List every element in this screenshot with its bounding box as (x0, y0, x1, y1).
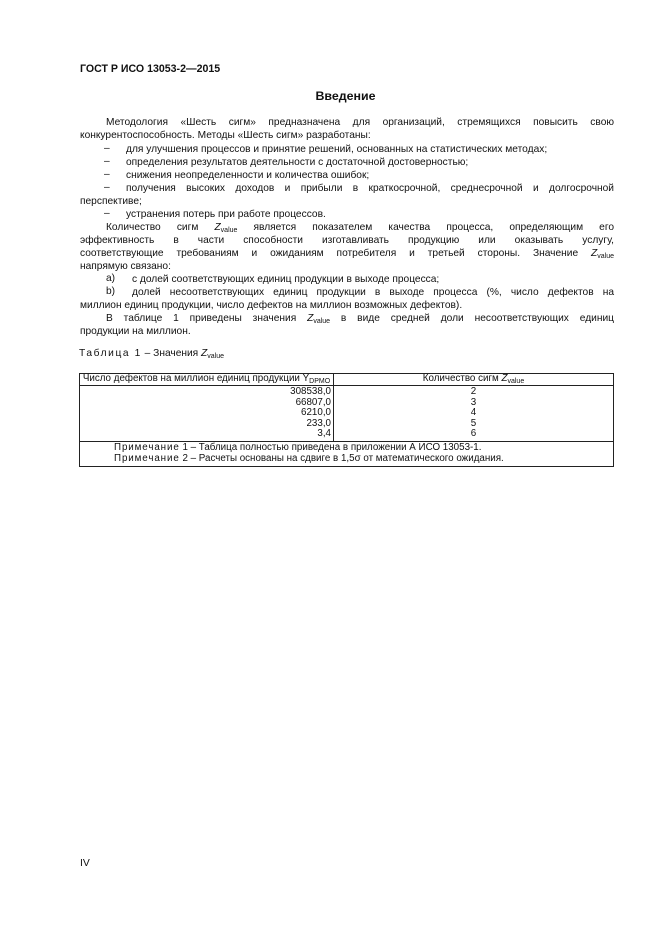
list-dash: – (104, 156, 110, 167)
item-a-mark: а) (106, 273, 116, 284)
intro-line-2: конкурентоспособность. Методы «Шесть сигм» разработаны: (80, 130, 371, 141)
list-item-1: для улучшения процессов и принятие решений, основанных на статистических методах; (126, 144, 548, 155)
sigma-cell: 2 (334, 386, 614, 398)
dpmo-cell: 308538,0 (80, 386, 334, 398)
dpmo-cell: 3,4 (80, 429, 334, 441)
list-dash: – (104, 143, 110, 154)
item-a-text: с долей соответствующих единиц продукции в выходе процесса; (132, 274, 440, 285)
sigma-paragraph-line-2: эффективность в части способности изготавливать продукцию или оказывать услугу, (80, 235, 614, 246)
table-row (80, 386, 614, 398)
list-item-3: снижения неопределенности и количества ошибок; (126, 170, 370, 181)
col-dpmo-header: Число дефектов на миллион единиц продукции $Y_{DPMO}$ (80, 374, 334, 386)
dpmo-cell: 233,0 (80, 419, 334, 430)
item-b-mark: b) (106, 286, 116, 297)
list-item-5: устранения потерь при работе процессов. (126, 209, 326, 220)
table-notes-row (80, 441, 614, 466)
sigma-cell: 3 (334, 398, 614, 409)
table-caption: Таблица 1 – Значения $Z_{value}$ (79, 348, 224, 360)
table-row (80, 408, 614, 419)
sigma-cell: 5 (334, 419, 614, 430)
list-item-4-cont: перспективе; (80, 196, 142, 207)
table-note-1: Примечание 1 – Таблица полностью приведена в приложении А ИСО 13053-1. (114, 441, 482, 453)
list-item-4: получения высоких доходов и прибыли в краткосрочной, среднесрочной и долгосрочной (126, 183, 614, 194)
page-number: IV (80, 858, 90, 869)
table-notes (80, 441, 614, 466)
table-note-2: Примечание 2 – Расчеты основаны на сдвиге в 1,5σ от математического ожидания. (114, 452, 504, 464)
intro-line-1: Методология «Шесть сигм» предназначена для организаций, стремящихся повысить свою (106, 117, 614, 128)
table-row (80, 419, 614, 430)
sigma-table (79, 373, 614, 467)
item-b-cont: миллион единиц продукции, число дефектов на миллион возможных дефектов). (80, 300, 463, 311)
table-ref-line-2: продукции на миллион. (80, 326, 191, 337)
list-dash: – (104, 208, 110, 219)
list-dash: – (104, 169, 110, 180)
list-item-2: определения результатов деятельности с достаточной достоверностью; (126, 157, 469, 168)
table-row (80, 429, 614, 441)
table-ref-line-1: В таблице 1 приведены значения $Z_{value}$ в виде средней доли несоответствующих единиц (106, 313, 614, 325)
standard-designation: ГОСТ Р ИСО 13053-2—2015 (80, 63, 221, 75)
table-row (80, 398, 614, 409)
item-b-text: долей несоответствующих единиц продукции в выходе процесса (%, число дефектов на (132, 287, 614, 298)
dpmo-cell: 6210,0 (80, 408, 334, 419)
sigma-cell: 6 (334, 429, 614, 441)
sigma-paragraph-line-4: напрямую связано: (80, 261, 171, 272)
dpmo-cell: 66807,0 (80, 398, 334, 409)
sigma-paragraph-line-1: Количество сигм $Z_{value}$ является показателем качества процесса, определяющим его (106, 222, 615, 234)
sigma-cell: 4 (334, 408, 614, 419)
list-dash: – (104, 182, 110, 193)
table-header-row (80, 374, 614, 386)
section-title: Введение (315, 89, 376, 103)
sigma-paragraph-line-3: соответствующие требованиям и ожиданиям потребителя и третьей стороны. Значение $Z_{value}$ (80, 248, 614, 260)
col-sigma-header: Количество сигм $Z_{value}$ (334, 374, 614, 386)
